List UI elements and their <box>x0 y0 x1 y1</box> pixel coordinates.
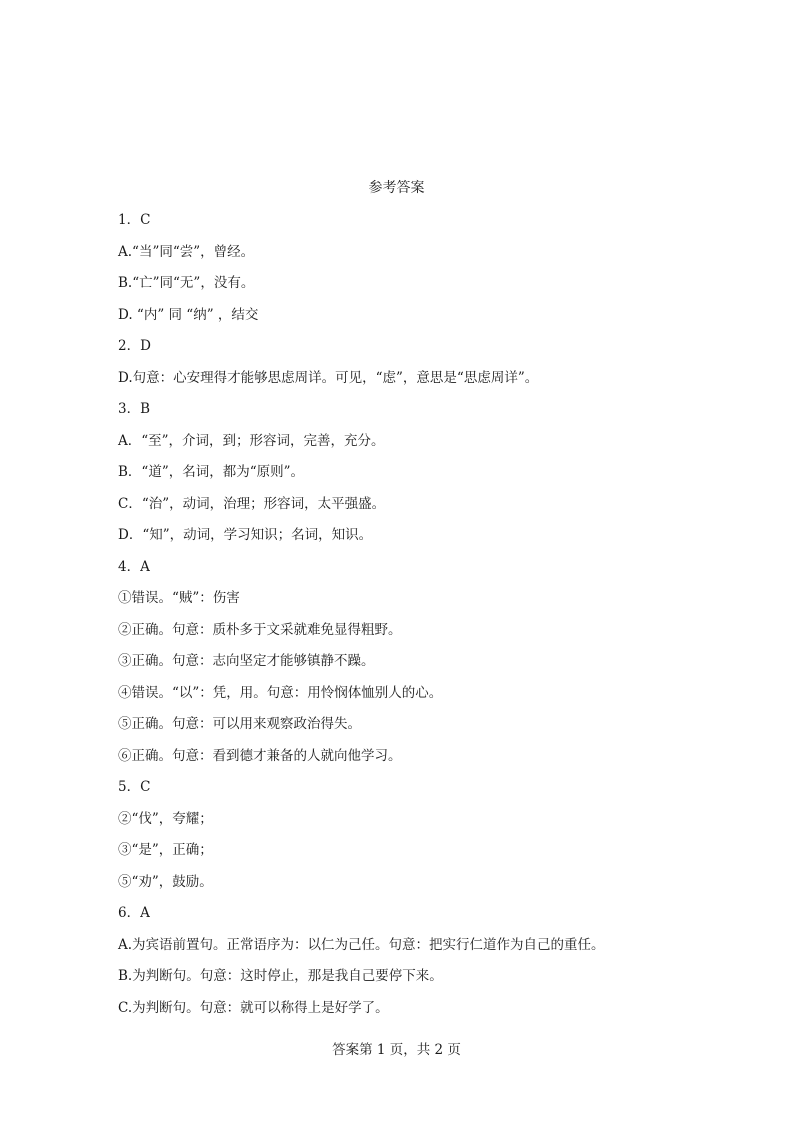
answer-line: ⑤正确。句意：可以用来观察政治得失。 <box>118 716 361 732</box>
answer-line: ②正确。句意：质朴多于文采就难免显得粗野。 <box>118 621 402 638</box>
answer-line: C．“治”，动词，治理；形容词，太平强盛。 <box>118 495 386 512</box>
answer-line: 5．C <box>118 779 151 795</box>
answer-line: ③“是”，正确； <box>118 842 213 858</box>
answer-line: A．“至”，介词，到；形容词，完善，充分。 <box>118 432 385 449</box>
answer-line: B.为判断句。句意：这时停止，那是我自己要停下来。 <box>118 968 443 984</box>
answer-line: A.“当”同“尝”，曾经。 <box>118 243 255 260</box>
answer-line: ④错误。“以”：凭，用。句意：用怜悯体恤别人的心。 <box>118 684 443 701</box>
answer-line: D．“知”，动词，学习知识；名词，知识。 <box>118 527 373 543</box>
answer-line: ⑤“劝”，鼓励。 <box>118 873 213 890</box>
answer-line: C.为判断句。句意：就可以称得上是好学了。 <box>118 999 389 1016</box>
answer-line: 3．B <box>118 401 151 417</box>
answer-line: D.句意：心安理得才能够思虑周详。可见，“虑”，意思是“思虑周详”。 <box>118 369 539 386</box>
answer-list <box>118 205 738 1024</box>
answer-line: 4．A <box>118 558 150 575</box>
answer-line: ⑥正确。句意：看到德才兼备的人就向他学习。 <box>118 747 402 764</box>
answer-line: 1．C <box>118 212 151 228</box>
page-footer: 答案第 1 页，共 2 页 <box>332 1042 461 1058</box>
page-title: 参考答案 <box>368 180 425 196</box>
answer-line: ③正确。句意：志向坚定才能够镇静不躁。 <box>118 653 375 669</box>
answer-line: A.为宾语前置句。正常语序为：以仁为己任。句意：把实行仁道作为自己的重任。 <box>118 936 605 953</box>
answer-line: ①错误。“贼”：伤害 <box>118 590 240 606</box>
answer-line: 2．D <box>118 338 151 354</box>
answer-line: D. “内” 同 “纳” ，结交 <box>118 306 259 323</box>
answer-line: ②“伐”，夸耀； <box>118 810 213 827</box>
answer-line: B．“道”，名词，都为“原则”。 <box>118 464 305 480</box>
answer-line: 6．A <box>118 905 150 921</box>
answer-line: B.“亡”同“无”，没有。 <box>118 275 255 291</box>
